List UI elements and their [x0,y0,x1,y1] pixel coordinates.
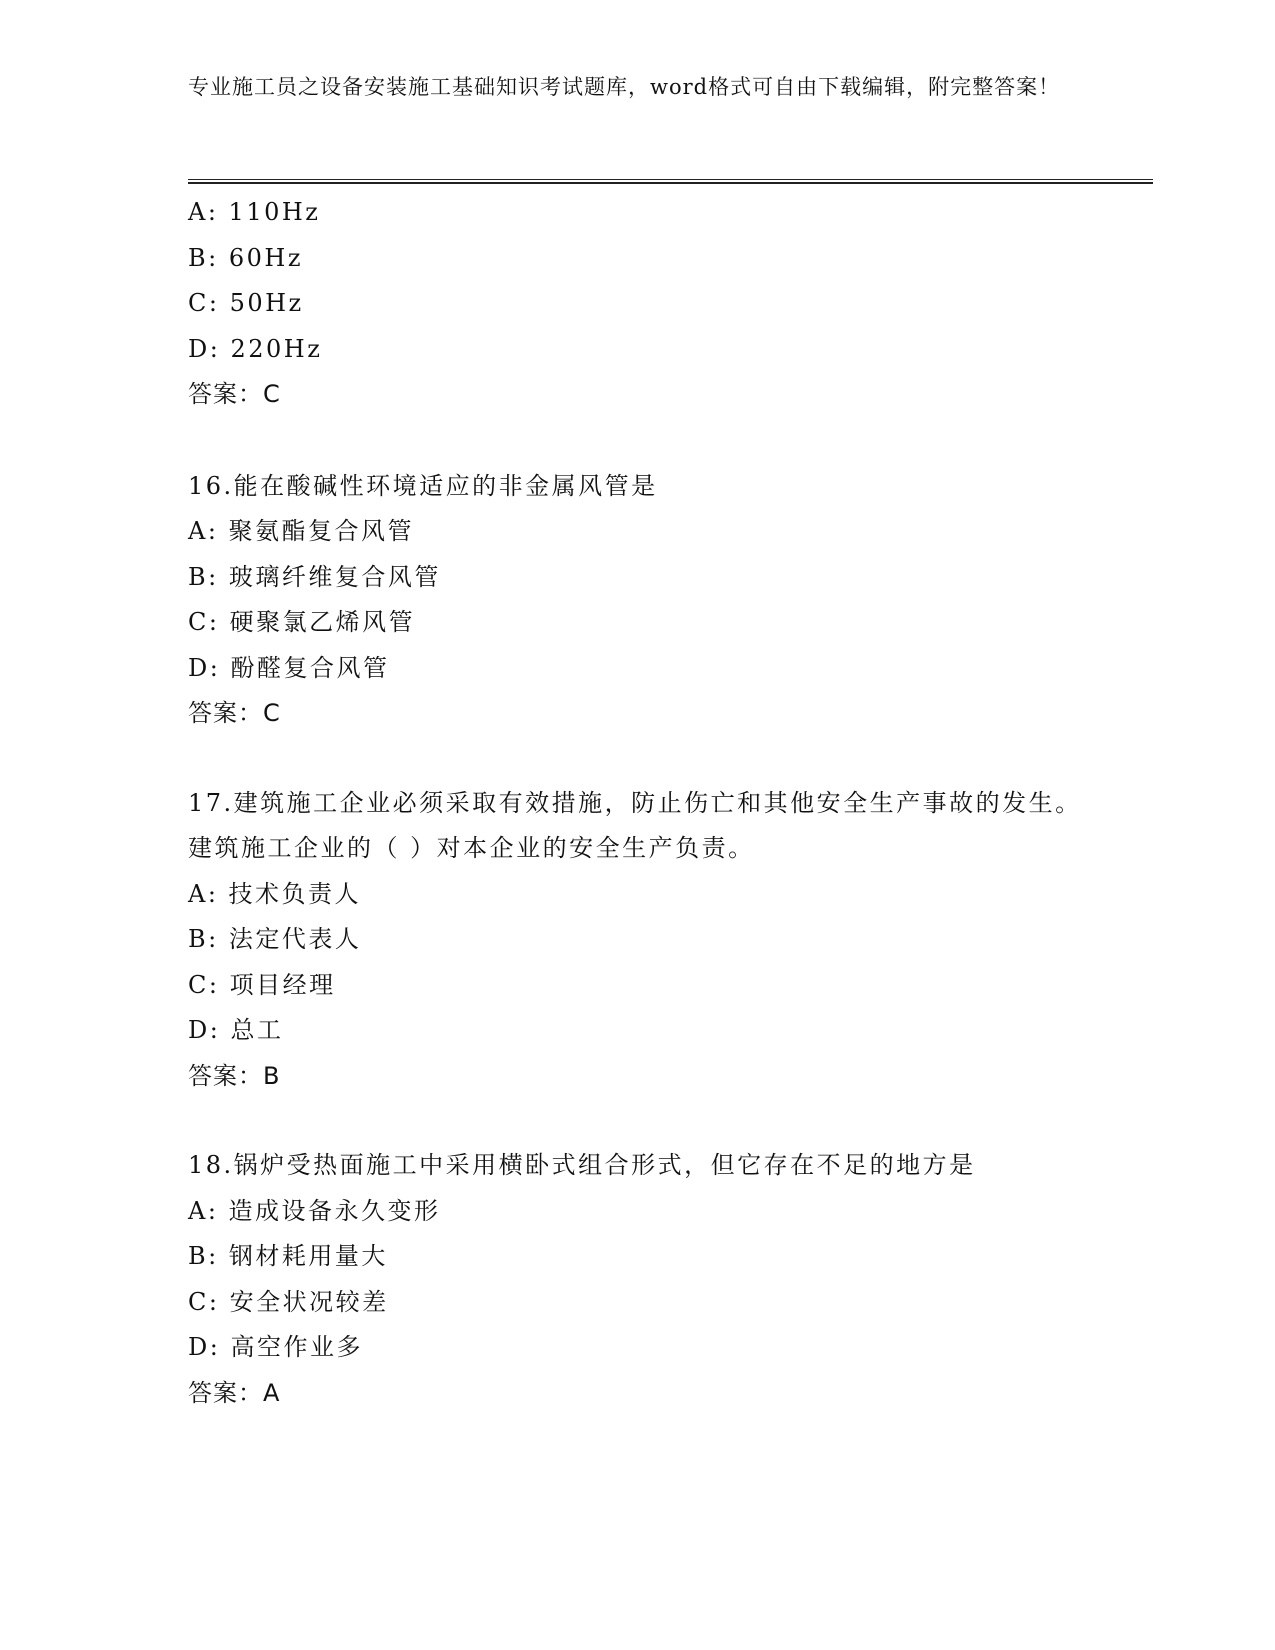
header-divider-thick [188,182,1153,184]
option-c: C: 50Hz [188,289,304,317]
question-title: 16.能在酸碱性环境适应的非金属风管是 [188,471,658,500]
document-header: 专业施工员之设备安装施工基础知识考试题库，word格式可自由下载编辑，附完整答案！ [188,75,1061,99]
option-d: D: 总工 [188,1016,284,1044]
option-b: B: 60Hz [188,243,303,272]
question-title: 18.锅炉受热面施工中采用横卧式组合形式，但它存在不足的地方是 [188,1151,976,1179]
spacer [188,418,1088,464]
option-a: A: 技术负责人 [188,879,362,908]
question-title: 17.建筑施工企业必须采取有效措施，防止伤亡和其他安全生产事故的发生。建筑施工企业的（ ）对本企业的安全生产负责。 [188,788,1082,862]
option-c: C: 硬聚氯乙烯风管 [188,608,416,636]
option-b: B: 钢材耗用量大 [188,1242,388,1270]
option-a: A: 聚氨酯复合风管 [188,517,415,545]
option-c: C: 安全状况较差 [188,1287,389,1316]
question-16 [188,464,1088,737]
option-a: A: 110Hz [188,198,321,226]
option-d: D: 酚醛复合风管 [188,653,390,682]
option-d: D: 220Hz [188,334,323,363]
option-d: D: 高空作业多 [188,1333,363,1361]
answer-label: 答案：A [188,1378,281,1407]
option-a: A: 造成设备永久变形 [188,1196,441,1225]
answer-label: 答案：C [188,380,281,408]
question-list [188,190,1088,1416]
option-c: C: 项目经理 [188,970,336,999]
spacer [188,1099,1088,1143]
question-15-continued [188,190,1088,418]
option-b: B: 法定代表人 [188,925,362,953]
spacer [188,737,1088,781]
question-17 [188,781,1088,1100]
answer-label: 答案：C [188,699,281,727]
question-18 [188,1143,1088,1416]
option-b: B: 玻璃纤维复合风管 [188,562,441,591]
header-divider-thin [188,179,1153,180]
answer-label: 答案：B [188,1061,281,1090]
